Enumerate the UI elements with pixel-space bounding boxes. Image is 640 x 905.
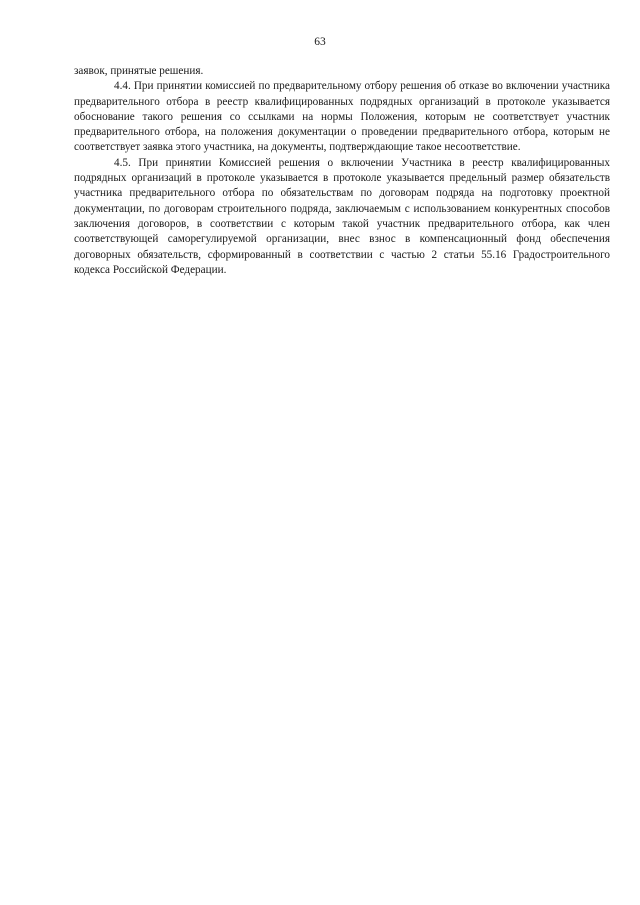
paragraph-continuation: заявок, принятые решения.	[74, 65, 204, 77]
paragraph-4-5: 4.5. При принятии Комиссией решения о включении Участника в реестр квалифицированных подрядных организаций в протоколе указывается в протоколе указывается предельный размер обязательств участника предварительного отбора по обязательствам по договорам подряда на подготовку проектной документации, по договорам строительного подряда, заключаемым с использованием конкурентных способов заключения договоров, в соответствии с которым такой участник предварительного отбора, как член соответствующей саморегулируемой организации, внес взнос в компенсационный фонд обеспечения договорных обязательств, сформированный в соответствии с частью 2 статьи 55.16 Градостроительного кодекса Российской Федерации.	[74, 156, 610, 276]
page-number: 63	[314, 36, 326, 48]
paragraph-4-4: 4.4. При принятии комиссией по предварительному отбору решения об отказе во включении участника предварительного отбора в реестр квалифицированных подрядных организаций в протоколе указывается обоснование такого решения со ссылками на нормы Положения, которым не соответствует участник предварительного отбора, на положения документации о проведении предварительного отбора, которым не соответствует заявка этого участника, на документы, подтверждающие такое несоответствие.	[74, 80, 610, 154]
document-body	[74, 64, 610, 278]
